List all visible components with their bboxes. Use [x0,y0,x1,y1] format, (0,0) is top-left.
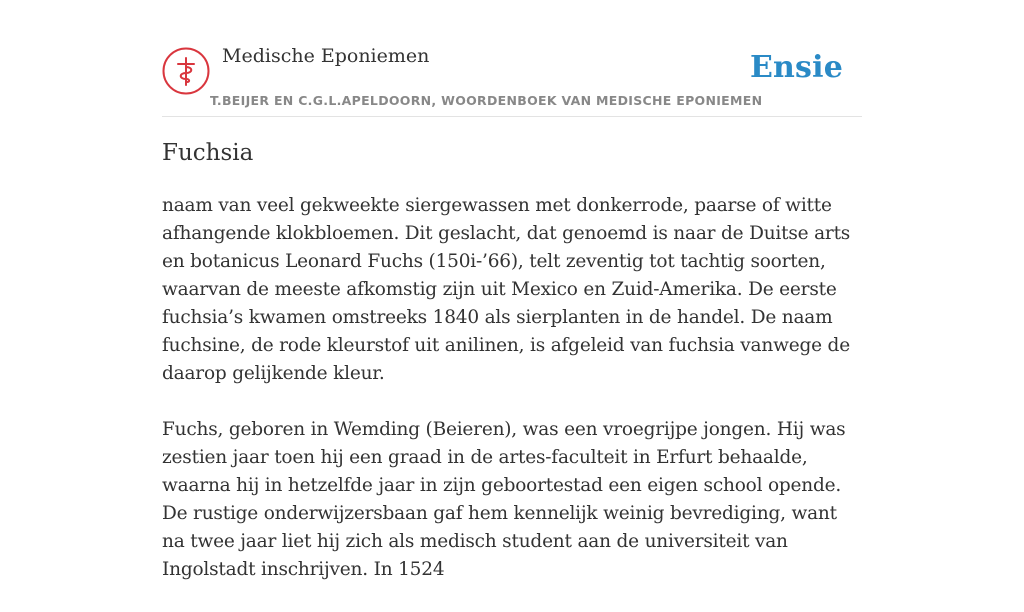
entry-title: Fuchsia [162,140,254,166]
entry-body [162,192,862,612]
ensie-logo-link[interactable]: Ensie [749,50,843,85]
source-header [162,0,862,117]
source-subtitle: T.BEIJER EN C.G.L.APELDOORN, WOORDENBOEK VAN MEDISCHE EPONIEMEN [210,93,763,108]
source-title[interactable]: Medische Eponiemen [222,45,430,67]
entry-paragraph: Fuchs, geboren in Wemding (Beieren), was een vroegrijpe jongen. Hij was zestien jaar toen hij een graad in de artes-faculteit in Erfurt behaalde, waarna hij in hetzelfde jaar in zijn geboortestad een eigen school opende. De rustige onderwijzersbaan gaf hem kennelijk weinig bevrediging, want na twee jaar liet hij zich als medisch student aan de universiteit van Ingolstadt inschrijven. In 1524 [162,419,846,580]
entry-paragraph: naam van veel gekweekte siergewassen met donkerrode, paarse of witte afhangende klokbloemen. Dit geslacht, dat genoemd is naar de Duitse arts en botanicus Leonard Fuchs (150i-’66), telt zeventig tot tachtig soorten, waarvan de meeste afkomstig zijn uit Mexico en Zuid-Amerika. De eerste fuchsia’s kwamen omstreeks 1840 als sierplanten in de handel. De naam fuchsine, de rode kleurstof uit anilinen, is afgeleid van fuchsia vanwege de daarop gelijkende kleur. [162,195,851,384]
page [162,0,862,580]
rod-of-asclepius-icon[interactable] [162,47,210,95]
